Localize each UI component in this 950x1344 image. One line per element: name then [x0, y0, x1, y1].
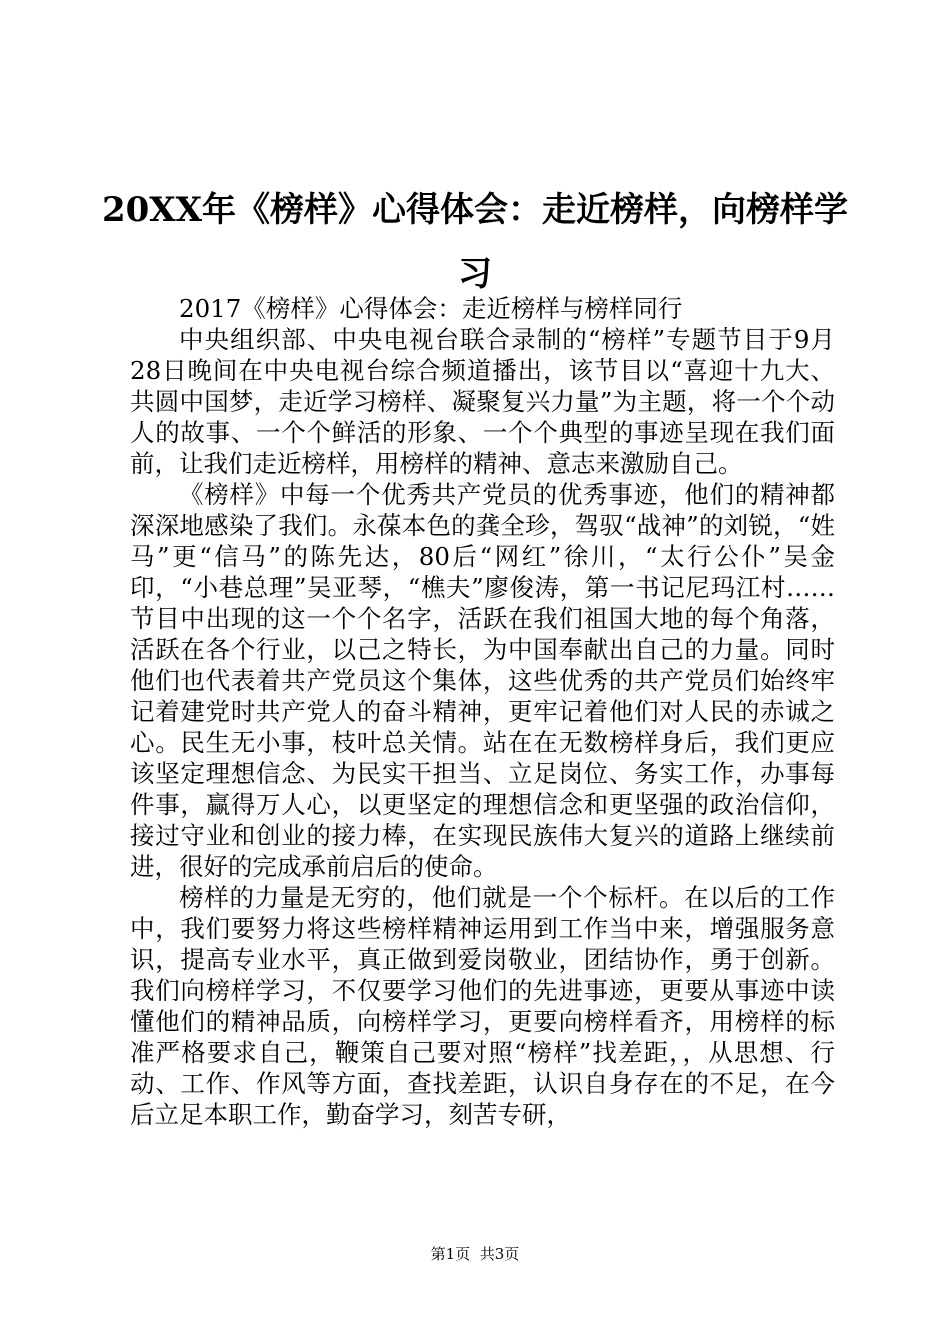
paragraph-2: 《榜样》中每一个优秀共产党员的优秀事迹，他们的精神都深深地感染了我们。永葆本色的龚全珍，驾驭“战神”的刘锐，“姓马”更“信马”的陈先达，80后“网红”徐川，“太行公仆”吴金印，“小巷总理”吴亚琴，“樵夫”廖俊涛，第一书记尼玛江村……节目中出现的这一个个名字，活跃在我们祖国大地的每个角落，活跃在各个行业，以己之特长，为中国奉献出自己的力量。同时他们也代表着共产党员这个集体，这些优秀的共产党员们始终牢记着建党时共产党人的奋斗精神，更牢记着他们对人民的赤诚之心。民生无小事，枝叶总关情。站在在无数榜样身后，我们更应该坚定理想信念、为民实干担当、立足岗位、务实工作，办事每件事，赢得万人心，以更坚定的理想信念和更坚强的政治信仰，接过守业和创业的接力棒，在实现民族伟大复兴的道路上继续前进，很好的完成承前启后的使命。	[130, 480, 835, 881]
paragraph-1: 中央组织部、中央电视台联合录制的“榜样”专题节目于9月28日晚间在中央电视台综合频道播出，该节目以“喜迎十九大、共圆中国梦，走近学习榜样、凝聚复兴力量”为主题，将一个个动人的故事、一个个鲜活的形象、一个个典型的事迹呈现在我们面前，让我们走近榜样，用榜样的精神、意志来激励自己。	[130, 325, 835, 478]
document-body	[130, 293, 835, 1130]
page-number: 第1页	[430, 1245, 471, 1263]
page-footer	[0, 1244, 950, 1264]
page-total: 共3页	[479, 1245, 520, 1263]
document-subtitle: 2017《榜样》心得体会：走近榜样与榜样同行	[179, 294, 683, 323]
paragraph-3: 榜样的力量是无穷的，他们就是一个个标杆。在以后的工作中，我们要努力将这些榜样精神运用到工作当中来，增强服务意识，提高专业水平，真正做到爱岗敬业，团结协作，勇于创新。我们向榜样学习，不仅要学习他们的先进事迹，更要从事迹中读懂他们的精神品质，向榜样学习，更要向榜样看齐，用榜样的标准严格要求自己，鞭策自己要对照“榜样”找差距，，从思想、行动、工作、作风等方面，查找差距，认识自身存在的不足，在今后立足本职工作，勤奋学习，刻苦专研，	[130, 883, 835, 1129]
document-title: 20XX年《榜样》心得体会：走近榜样，向榜样学习	[101, 190, 849, 294]
